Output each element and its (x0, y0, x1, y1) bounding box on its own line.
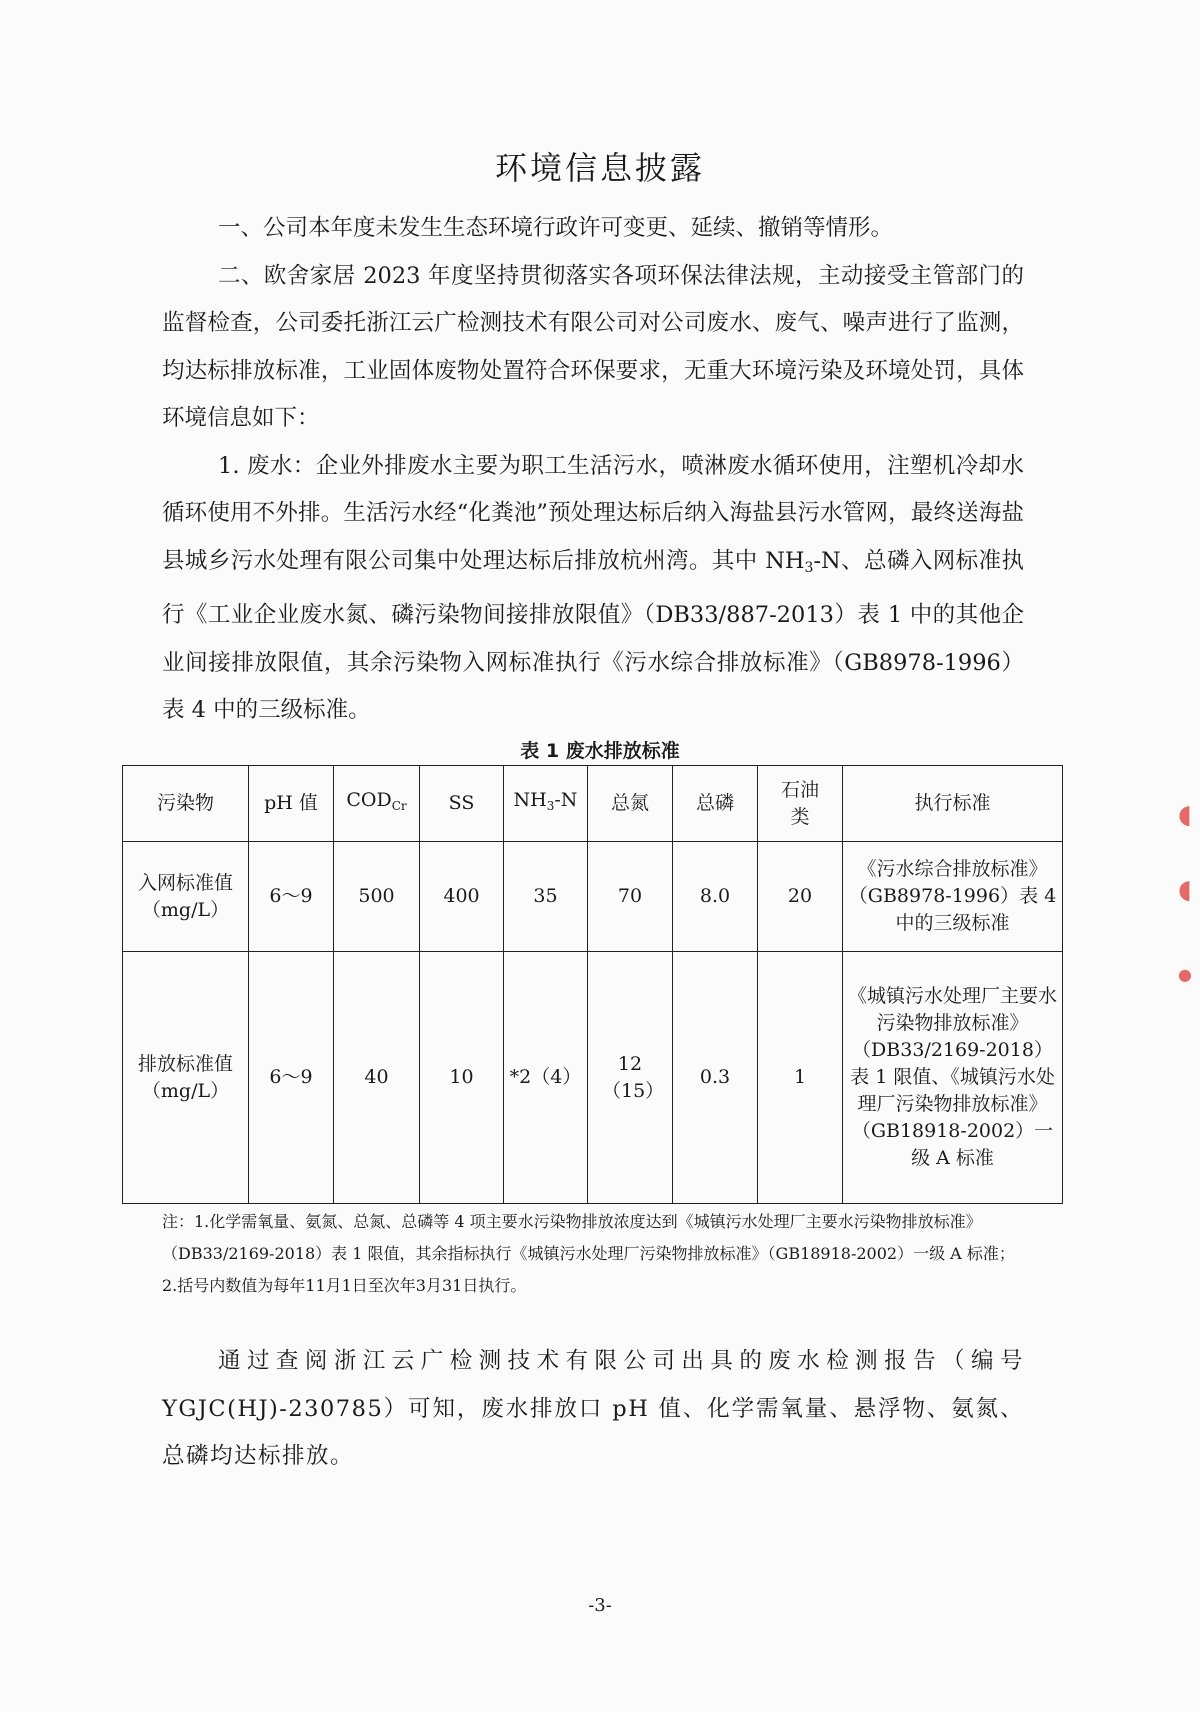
row-label-text: 入网标准值（mg/L） (137, 871, 233, 921)
cell-petroleum: 1 (758, 952, 843, 1204)
cell-total-nitrogen: 70 (588, 842, 673, 952)
paragraph-3-part-b: -N、总磷入网标准执行《工业企业废水氮、磷污染物间接排放限值》（DB33/887-2013）表 1 中的其他企业间接排放限值，其余污染物入网标准执行《污水综合排放标准》（GB8978-1996）表 4 中的三级标准。 (162, 547, 1024, 723)
note-2: 2.括号内数值为每年11月1日至次年3月31日执行。 (162, 1276, 527, 1295)
paragraph-3 (162, 443, 1024, 735)
cell-ph: 6～9 (249, 952, 334, 1204)
header-ph: pH 值 (249, 766, 334, 842)
stamp-mark: ◖ (1178, 875, 1192, 905)
stamp-mark: ● (1178, 965, 1192, 984)
note-1: 注：1.化学需氧量、氨氮、总氮、总磷等 4 项主要水污染物排放浓度达到《城镇污水处理厂主要水污染物排放标准》（DB33/2169-2018）表 1 限值，其余指标执行《城镇污水处理厂污染物排放标准》（GB18918-2002）一级 A 标准； (162, 1212, 1015, 1263)
cell-total-phosphorus: 0.3 (673, 952, 758, 1204)
table-row (123, 842, 1063, 952)
cell-ss: 10 (420, 952, 504, 1204)
row-label-text: 排放标准值（mg/L） (137, 1052, 233, 1102)
cell-cod: 40 (334, 952, 420, 1204)
cell-standard: 《污水综合排放标准》（GB8978-1996）表 4 中的三级标准 (843, 842, 1063, 952)
page-number: -3- (588, 1595, 612, 1616)
cell-total-phosphorus: 8.0 (673, 842, 758, 952)
header-nh3n (504, 766, 588, 842)
header-petroleum (758, 766, 843, 842)
header-pollutant: 污染物 (123, 766, 249, 842)
header-nh3-text: NH (513, 789, 547, 811)
table-header-row (123, 766, 1063, 842)
cell-total-nitrogen (588, 952, 673, 1204)
stamp-mark: ◖ (1178, 800, 1192, 830)
cell-ss: 400 (420, 842, 504, 952)
cell-cod: 500 (334, 842, 420, 952)
cell-standard: 《城镇污水处理厂主要水污染物排放标准》（DB33/2169-2018）表 1 限值、《城镇污水处理厂污染物排放标准》（GB18918-2002）一级 A 标准 (843, 952, 1063, 1204)
header-total-phosphorus: 总磷 (673, 766, 758, 842)
header-ss: SS (420, 766, 504, 842)
paragraph-3-subscript: 3 (804, 559, 814, 576)
cell-nh3n: *2（4） (504, 952, 588, 1204)
paragraph-3-part-a: 1. 废水：企业外排废水主要为职工生活污水，喷淋废水循环使用，注塑机冷却水循环使用不外排。生活污水经“化粪池”预处理达标后纳入海盐县污水管网，最终送海盐县城乡污水处理有限公司集中处理达标后排放杭州湾。其中 NH (162, 452, 1024, 574)
closing-paragraph: 通过查阅浙江云广检测技术有限公司出具的废水检测报告（编号 YGJC(HJ)-230785）可知，废水排放口 pH 值、化学需氧量、悬浮物、氨氮、总磷均达标排放。 (162, 1348, 1024, 1469)
header-cod (334, 766, 420, 842)
body-paragraphs (162, 205, 1024, 735)
header-nh3-subscript: 3 (546, 799, 555, 813)
header-standard: 执行标准 (843, 766, 1063, 842)
header-cod-text: COD (346, 789, 392, 811)
header-cod-subscript: Cr (391, 799, 407, 813)
paragraph-1: 一、公司本年度未发生生态环境行政许可变更、延续、撤销等情形。 (218, 215, 894, 241)
header-petroleum-text: 石油类 (780, 778, 819, 828)
cell-petroleum: 20 (758, 842, 843, 952)
table-row (123, 952, 1063, 1204)
row-label (123, 842, 249, 952)
wastewater-standards-table (122, 765, 1063, 1204)
table-notes (162, 1206, 1042, 1302)
cell-total-nitrogen-text: 12（15） (602, 1052, 665, 1102)
document-title: 环境信息披露 (494, 149, 705, 187)
header-total-nitrogen: 总氮 (588, 766, 673, 842)
paragraph-2: 二、欧舍家居 2023 年度坚持贯彻落实各项环保法律法规，主动接受主管部门的监督检查，公司委托浙江云广检测技术有限公司对公司废水、废气、噪声进行了监测，均达标排放标准，工业固体废物处置符合环保要求，无重大环境污染及环境处罚，具体环境信息如下： (162, 262, 1024, 431)
red-seal-stamp (1178, 780, 1200, 1010)
cell-nh3n: 35 (504, 842, 588, 952)
table-caption: 表 1 废水排放标准 (520, 740, 680, 762)
row-label (123, 952, 249, 1204)
cell-ph: 6～9 (249, 842, 334, 952)
closing-section (162, 1338, 1024, 1481)
header-nh3-suffix: -N (554, 789, 578, 811)
